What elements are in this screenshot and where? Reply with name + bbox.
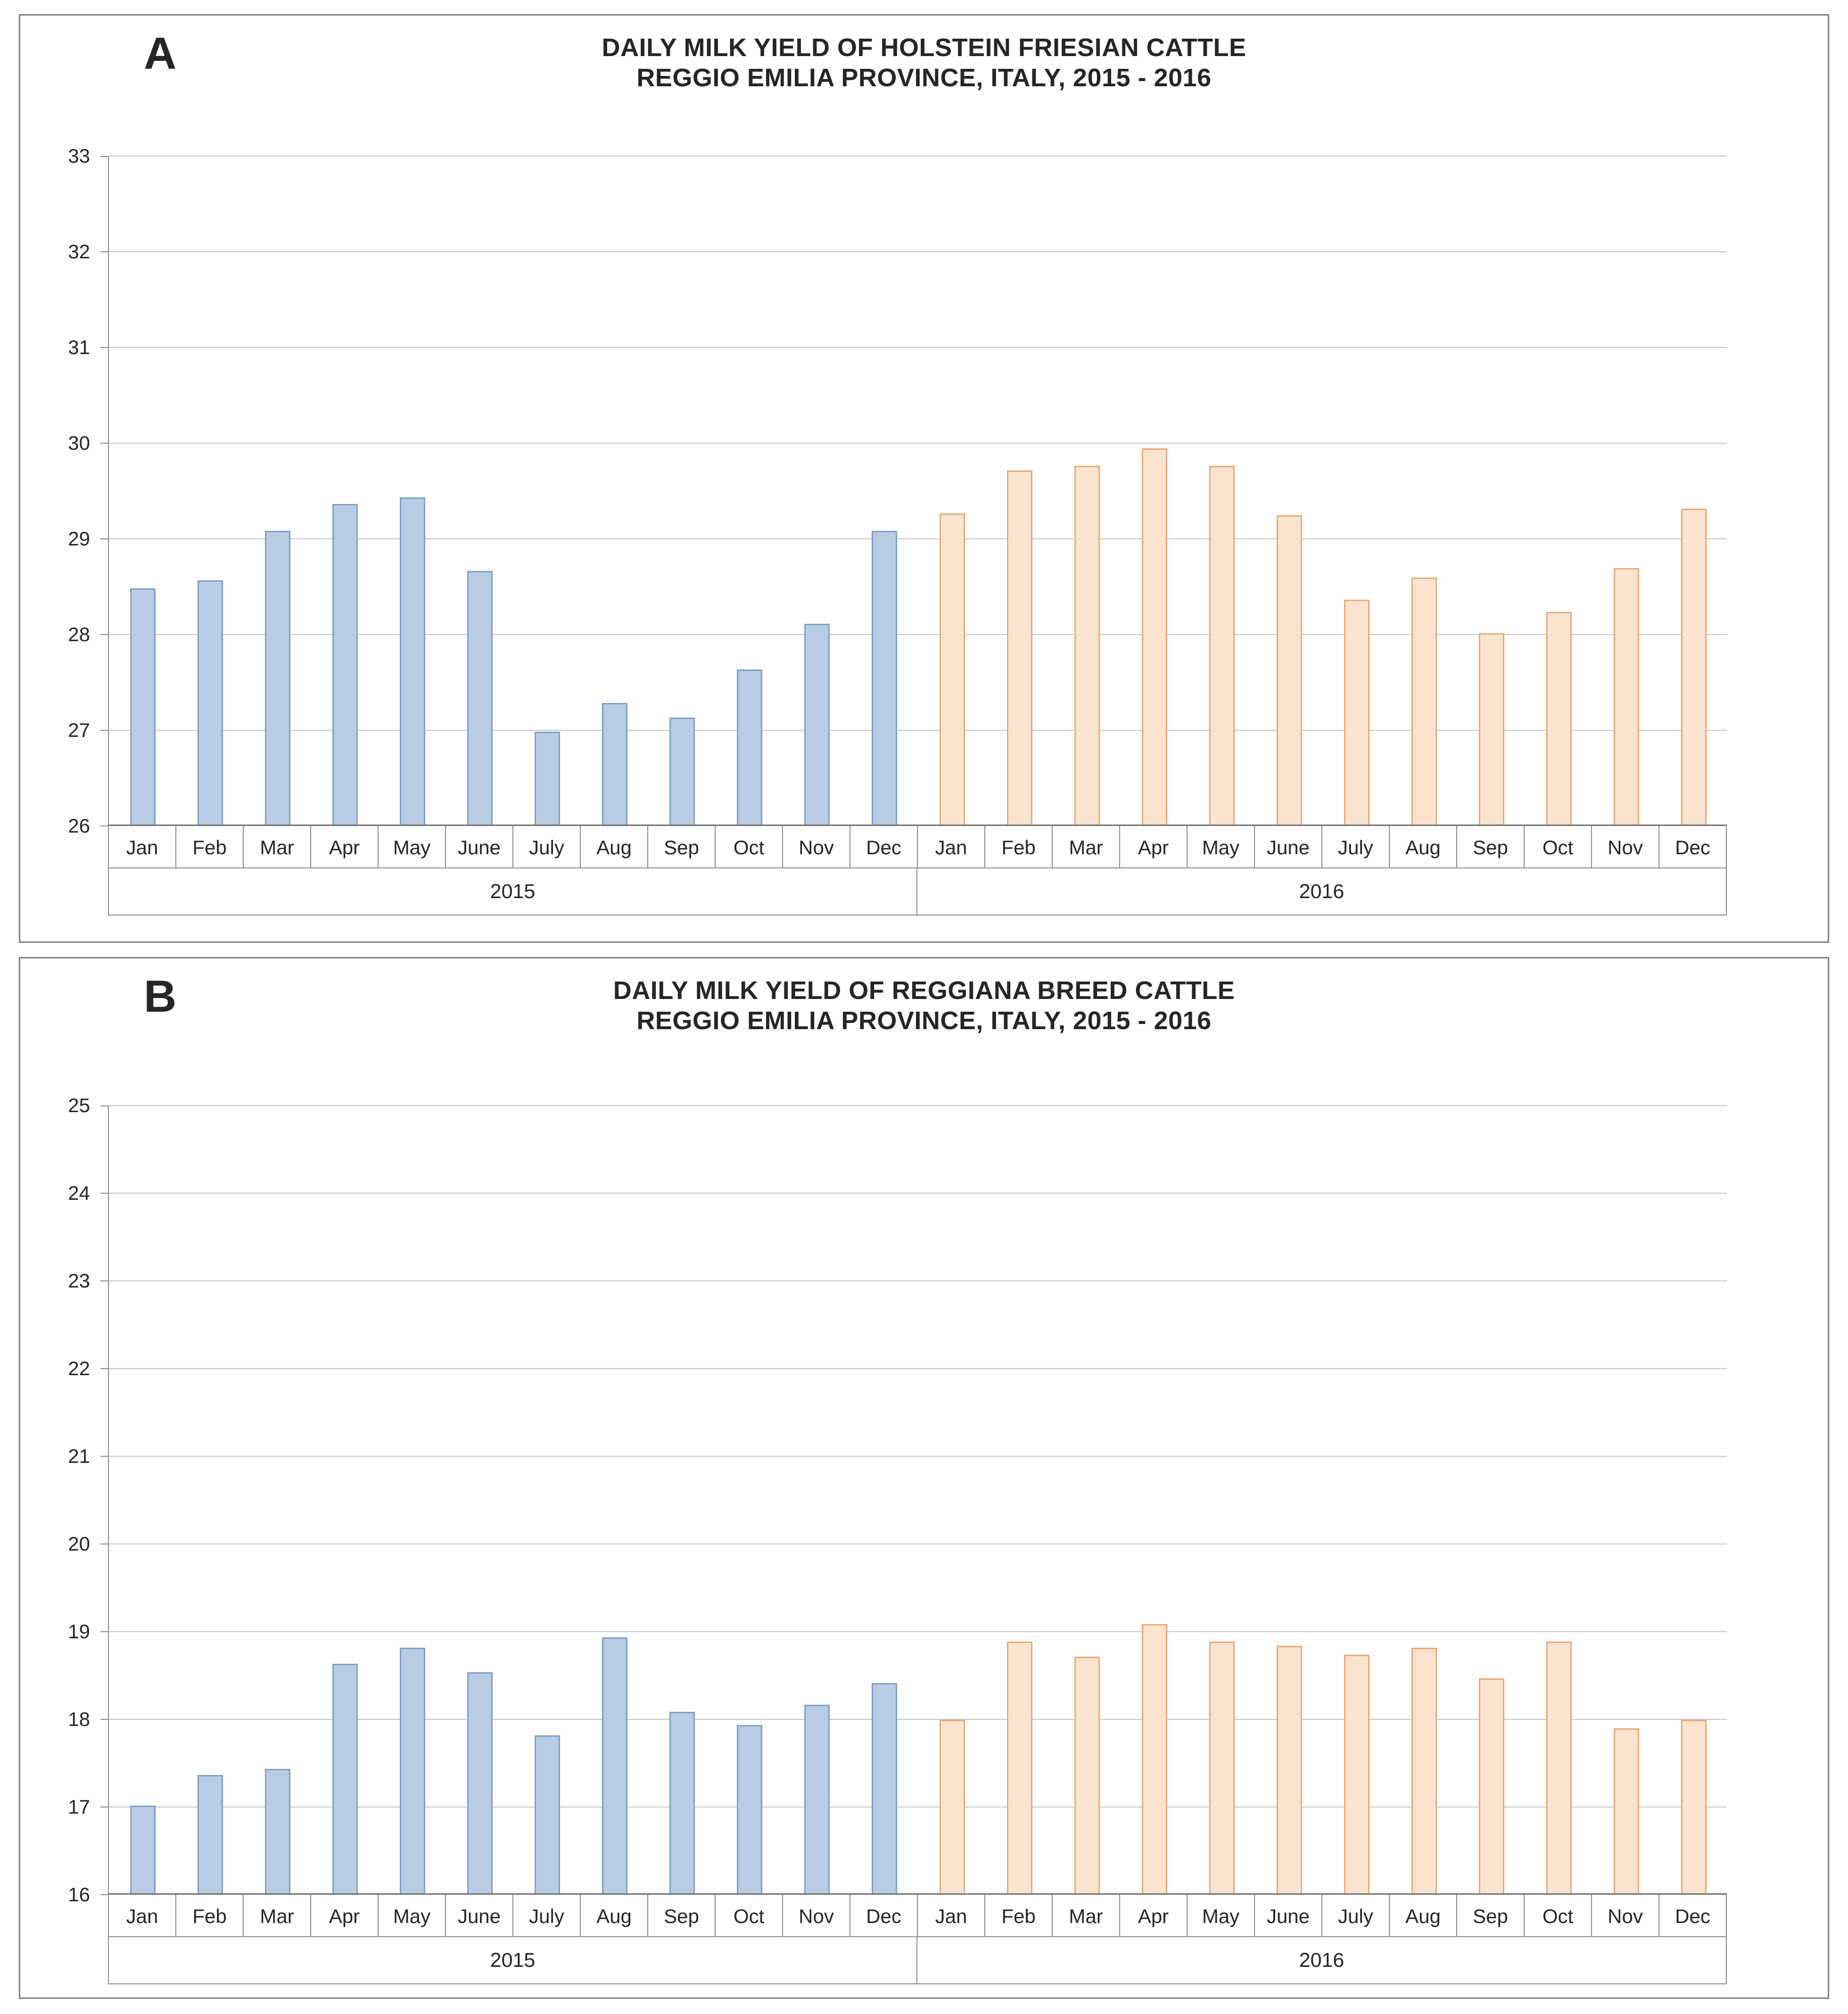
y-axis-tick	[100, 1456, 109, 1457]
month-label: Dec	[850, 1895, 918, 1936]
bar-2015-Feb	[198, 1775, 223, 1893]
month-label: July	[513, 1895, 581, 1936]
y-axis-tick-label: 31	[68, 336, 90, 358]
bar-2016-Aug	[1411, 1648, 1437, 1893]
month-group-2015	[109, 1895, 918, 1936]
gridline	[109, 251, 1727, 252]
bar-2016-Aug	[1411, 578, 1437, 825]
chart-b-title-block	[20, 958, 1828, 1036]
bar-2015-Dec	[872, 1683, 897, 1893]
bar-2015-Nov	[804, 624, 830, 825]
y-axis-tick-label: 18	[68, 1708, 90, 1730]
gridline	[109, 1105, 1727, 1106]
month-label-row	[108, 826, 1727, 867]
month-label: July	[513, 826, 581, 867]
bar-2015-June	[467, 1672, 493, 1893]
month-label: Sep	[648, 826, 716, 867]
y-axis-tick-label: 26	[68, 815, 90, 837]
gridline	[109, 443, 1727, 444]
bar-chart-holstein-friesian	[20, 145, 1828, 920]
month-label: Dec	[1659, 826, 1727, 867]
bar-2016-Oct	[1546, 1642, 1572, 1893]
gridline	[109, 1368, 1727, 1369]
gridline	[109, 1280, 1727, 1281]
y-axis-tick	[100, 347, 109, 348]
bar-2016-Feb	[1007, 470, 1032, 825]
month-label: Sep	[1457, 826, 1525, 867]
month-label: Mar	[1053, 826, 1120, 867]
bar-2016-Apr	[1142, 448, 1167, 825]
year-label-row	[108, 1936, 1727, 1984]
y-axis-tick	[100, 251, 109, 252]
y-axis-tick-label: 21	[68, 1445, 90, 1467]
chart-panel-a	[19, 14, 1829, 943]
year-label-row	[108, 867, 1727, 916]
bar-2016-June	[1277, 1646, 1302, 1893]
y-axis-tick	[100, 1631, 109, 1632]
bar-2016-Dec	[1681, 1720, 1707, 1893]
bar-2016-Jan	[940, 513, 965, 825]
y-axis-tick-label: 33	[68, 145, 90, 167]
y-axis-tick-label: 17	[68, 1796, 90, 1818]
month-label: Oct	[716, 1895, 783, 1936]
bar-chart-reggiana-breed	[20, 1094, 1828, 1989]
bar-2015-May	[400, 497, 425, 825]
bar-2015-Aug	[602, 703, 627, 825]
month-label: Sep	[1457, 1895, 1525, 1936]
month-label: May	[1188, 1895, 1255, 1936]
y-axis-tick	[100, 538, 109, 539]
year-label: 2016	[1299, 1948, 1345, 1972]
month-label: Jan	[109, 826, 176, 867]
bar-2015-July	[535, 732, 560, 825]
bar-2016-May	[1209, 466, 1235, 825]
bar-2015-Feb	[198, 580, 223, 825]
bar-2015-Oct	[737, 669, 762, 825]
month-label: Dec	[850, 826, 918, 867]
gridline	[109, 156, 1727, 157]
month-label: Oct	[1525, 1895, 1592, 1936]
year-label: 2016	[1299, 880, 1345, 903]
chart-b-title-line-2: REGGIO EMILIA PROVINCE, ITALY, 2015 - 2016	[636, 1007, 1212, 1035]
bar-2016-Feb	[1007, 1642, 1032, 1893]
month-label: May	[1188, 826, 1255, 867]
bar-2016-May	[1209, 1642, 1235, 1893]
y-axis-tick-label: 23	[68, 1270, 90, 1292]
x-axis	[108, 1895, 1727, 1984]
bar-2015-July	[535, 1735, 560, 1893]
month-label: Mar	[244, 1895, 311, 1936]
y-axis-tick-label: 25	[68, 1094, 90, 1116]
month-label: June	[446, 1895, 513, 1936]
month-label: Aug	[1390, 1895, 1457, 1936]
y-axis-tick	[100, 1193, 109, 1194]
month-label: Nov	[783, 1895, 850, 1936]
panel-label-b: B	[144, 971, 177, 1022]
month-label: May	[379, 826, 446, 867]
bar-2015-Apr	[332, 1664, 358, 1893]
y-axis-tick-label: 16	[68, 1883, 90, 1906]
month-label: Dec	[1659, 1895, 1727, 1936]
chart-panel-b	[19, 957, 1829, 1999]
gridline	[109, 1456, 1727, 1457]
bar-2015-Mar	[265, 1769, 290, 1893]
month-group-2015	[109, 826, 918, 867]
bar-2016-July	[1344, 600, 1370, 825]
month-label: Jan	[109, 1895, 176, 1936]
bar-2015-Oct	[737, 1725, 762, 1893]
bar-2015-Nov	[804, 1705, 830, 1893]
y-axis-tick	[100, 156, 109, 157]
y-axis-tick-label: 22	[68, 1357, 90, 1379]
month-label: Aug	[581, 826, 648, 867]
month-label: Feb	[176, 1895, 244, 1936]
month-label: Nov	[1592, 826, 1659, 867]
bar-2016-Dec	[1681, 509, 1707, 825]
gridline	[109, 1193, 1727, 1194]
month-label: Aug	[1390, 826, 1457, 867]
bar-2015-Dec	[872, 531, 897, 825]
bar-2016-June	[1277, 515, 1302, 825]
month-label: Jan	[918, 1895, 985, 1936]
month-label: June	[1255, 1895, 1322, 1936]
month-label: Feb	[985, 1895, 1053, 1936]
y-axis-tick	[100, 1368, 109, 1369]
y-axis-tick	[100, 1807, 109, 1808]
y-axis-tick-label: 28	[68, 623, 90, 645]
month-label: June	[1255, 826, 1322, 867]
y-axis-tick-label: 27	[68, 719, 90, 741]
month-group-2016	[918, 826, 1727, 867]
y-axis-labels	[20, 1094, 108, 1906]
bar-2016-Mar	[1074, 1657, 1100, 1893]
month-label: Apr	[311, 826, 379, 867]
panel-label-a: A	[144, 28, 177, 79]
month-label: Nov	[1592, 1895, 1659, 1936]
bar-2015-Jan	[130, 1806, 156, 1893]
chart-b-title-line-1: DAILY MILK YIELD OF REGGIANA BREED CATTLE	[613, 976, 1235, 1005]
y-axis-tick	[100, 1719, 109, 1720]
year-label: 2015	[109, 868, 917, 915]
month-label: Mar	[244, 826, 311, 867]
month-label: July	[1322, 826, 1390, 867]
bar-2016-Sep	[1479, 633, 1504, 825]
bar-2016-Apr	[1142, 1624, 1167, 1893]
y-axis-tick-label: 20	[68, 1533, 90, 1555]
month-label: Jan	[918, 826, 985, 867]
bar-2016-July	[1344, 1655, 1370, 1893]
bar-2015-Jan	[130, 588, 156, 825]
month-label: Oct	[716, 826, 783, 867]
chart-a-title-block	[20, 16, 1828, 93]
month-label: Apr	[1120, 826, 1188, 867]
y-axis-labels	[20, 145, 108, 837]
month-label: Feb	[176, 826, 244, 867]
month-label: May	[379, 1895, 446, 1936]
month-label: Aug	[581, 1895, 648, 1936]
plot-area	[108, 1106, 1727, 1895]
gridline	[109, 347, 1727, 348]
gridline	[109, 1631, 1727, 1632]
month-label: Apr	[311, 1895, 379, 1936]
month-label: Oct	[1525, 826, 1592, 867]
y-axis-tick-label: 29	[68, 528, 90, 550]
month-group-2016	[918, 1895, 1727, 1936]
x-axis	[108, 826, 1727, 916]
y-axis-tick-label: 19	[68, 1620, 90, 1643]
bar-2015-Sep	[669, 718, 695, 825]
month-label: July	[1322, 1895, 1390, 1936]
chart-a-title-line-1: DAILY MILK YIELD OF HOLSTEIN FRIESIAN CATTLE	[602, 33, 1246, 62]
month-label: Mar	[1053, 1895, 1120, 1936]
bar-2016-Nov	[1614, 1728, 1639, 1893]
y-axis-tick	[100, 634, 109, 635]
month-label: Apr	[1120, 1895, 1188, 1936]
bar-2016-Jan	[940, 1720, 965, 1893]
bar-2015-Mar	[265, 531, 290, 825]
year-label: 2015	[109, 1937, 917, 1983]
bar-2016-Sep	[1479, 1678, 1504, 1893]
y-axis-tick-label: 30	[68, 432, 90, 454]
plot-area	[108, 156, 1727, 826]
month-label: June	[446, 826, 513, 867]
month-label: Nov	[783, 826, 850, 867]
bar-2015-Aug	[602, 1637, 627, 1893]
y-axis-tick-label: 32	[68, 240, 90, 263]
y-axis-tick	[100, 730, 109, 731]
bar-2016-Nov	[1614, 568, 1639, 825]
chart-a-title-line-2: REGGIO EMILIA PROVINCE, ITALY, 2015 - 2016	[636, 64, 1212, 92]
month-label: Feb	[985, 826, 1053, 867]
y-axis-tick	[100, 443, 109, 444]
month-label-row	[108, 1895, 1727, 1936]
bar-2015-Sep	[669, 1712, 695, 1893]
bar-2015-June	[467, 571, 493, 825]
y-axis-tick-label: 24	[68, 1182, 90, 1204]
bar-2015-Apr	[332, 504, 358, 825]
month-label: Sep	[648, 1895, 716, 1936]
bar-2015-May	[400, 1648, 425, 1893]
bar-2016-Oct	[1546, 612, 1572, 825]
bar-2016-Mar	[1074, 466, 1100, 825]
y-axis-tick	[100, 1280, 109, 1281]
